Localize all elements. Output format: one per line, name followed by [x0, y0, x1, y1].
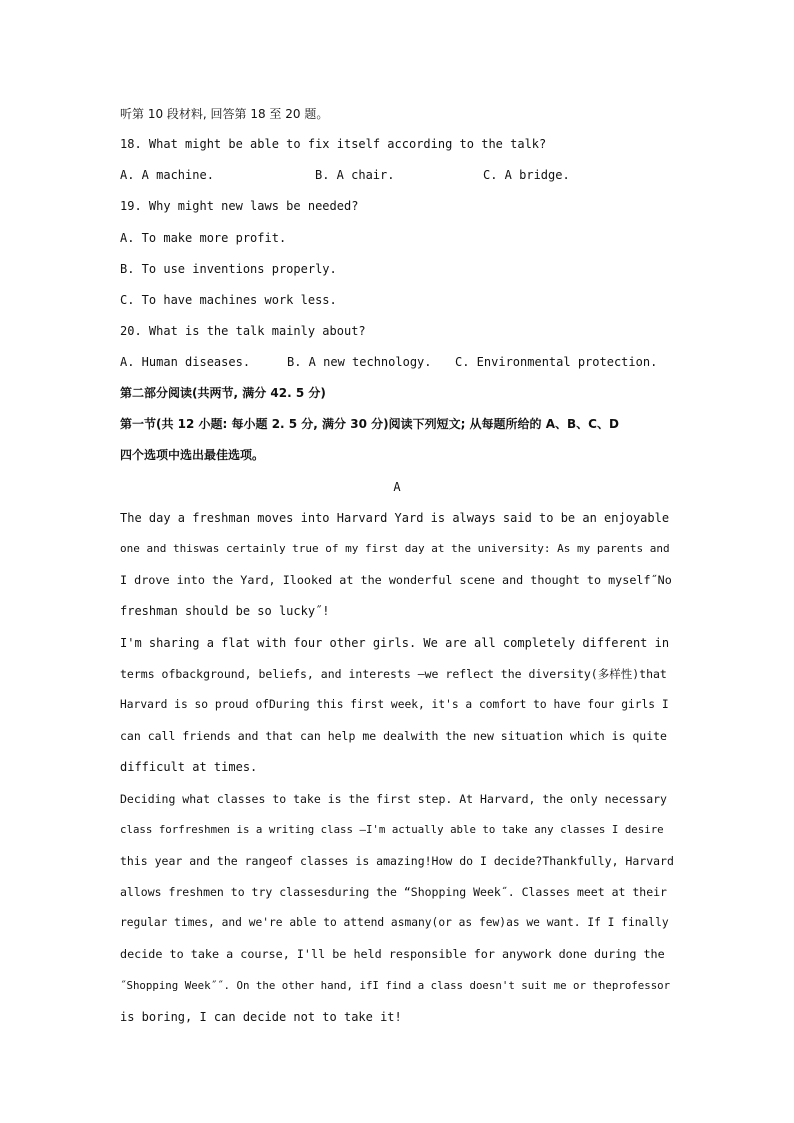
passage-line: class forfreshmen is a writing class —I'm actually able to take any classes I desire [120, 823, 664, 836]
part2-heading: 第二部分阅读(共两节, 满分 42. 5 分) [120, 386, 326, 400]
passage-line: regular times, and we're able to attend asmany(or as few)as we want. If I finally [120, 916, 669, 929]
passage-line: allows freshmen to try classesduring the “Shopping Week˝. Classes meet at their [120, 885, 667, 899]
question-20-option-c: C. Environmental protection. [455, 355, 658, 369]
passage-line: ˝Shopping Week˝˝. On the other hand, ifI find a class doesn't suit me or theprofessor [120, 979, 671, 992]
passage-line: terms ofbackground, beliefs, and interests —we reflect the diversity(多样性)that [120, 667, 667, 681]
passage-line: The day a freshman moves into Harvard Yard is always said to be an enjoyable [120, 511, 670, 525]
passage-line: I drove into the Yard, Ilooked at the wonderful scene and thought to myself˝No [120, 573, 672, 587]
question-18-stem: 18. What might be able to fix itself according to the talk? [120, 137, 547, 151]
question-20-option-b: B. A new technology. [287, 355, 432, 369]
question-18-option-a: A. A machine. [120, 168, 214, 182]
passage-line: can call friends and that can help me dealwith the new situation which is quite [120, 729, 667, 743]
question-20-stem: 20. What is the talk mainly about? [120, 324, 366, 338]
passage-line: freshman should be so lucky˝! [120, 604, 330, 618]
passage-line: Deciding what classes to take is the first step. At Harvard, the only necessary [120, 792, 667, 806]
passage-line: this year and the rangeof classes is amazing!How do I decide?Thankfully, Harvard [120, 854, 674, 868]
question-18-option-c: C. A bridge. [483, 168, 570, 182]
passage-line: one and thiswas certainly true of my first day at the university: As my parents and [120, 542, 670, 555]
passage-label: A [393, 480, 401, 494]
section-intro: 听第 10 段材料, 回答第 18 至 20 题。 [120, 107, 329, 121]
question-19-option-b: B. To use inventions properly. [120, 262, 337, 276]
passage-line: difficult at times. [120, 760, 258, 774]
passage-line: is boring, I can decide not to take it! [120, 1010, 402, 1024]
question-19-option-c: C. To have machines work less. [120, 293, 337, 307]
question-20-option-a: A. Human diseases. [120, 355, 251, 369]
question-19-option-a: A. To make more profit. [120, 231, 287, 245]
question-18-option-b: B. A chair. [315, 168, 395, 182]
section1-heading-line1: 第一节(共 12 小题: 每小题 2. 5 分, 满分 30 分)阅读下列短文; 从每题所给的 A、B、C、D [120, 417, 619, 431]
passage-line: Harvard is so proud ofDuring this first week, it's a comfort to have four girls I [120, 698, 669, 711]
passage-line: decide to take a course, I'll be held responsible for anywork done during the [120, 947, 665, 961]
question-19-stem: 19. Why might new laws be needed? [120, 199, 359, 213]
section1-heading-line2: 四个选项中选出最佳选项。 [120, 448, 265, 462]
passage-line: I'm sharing a flat with four other girls. We are all completely different in [120, 636, 670, 650]
